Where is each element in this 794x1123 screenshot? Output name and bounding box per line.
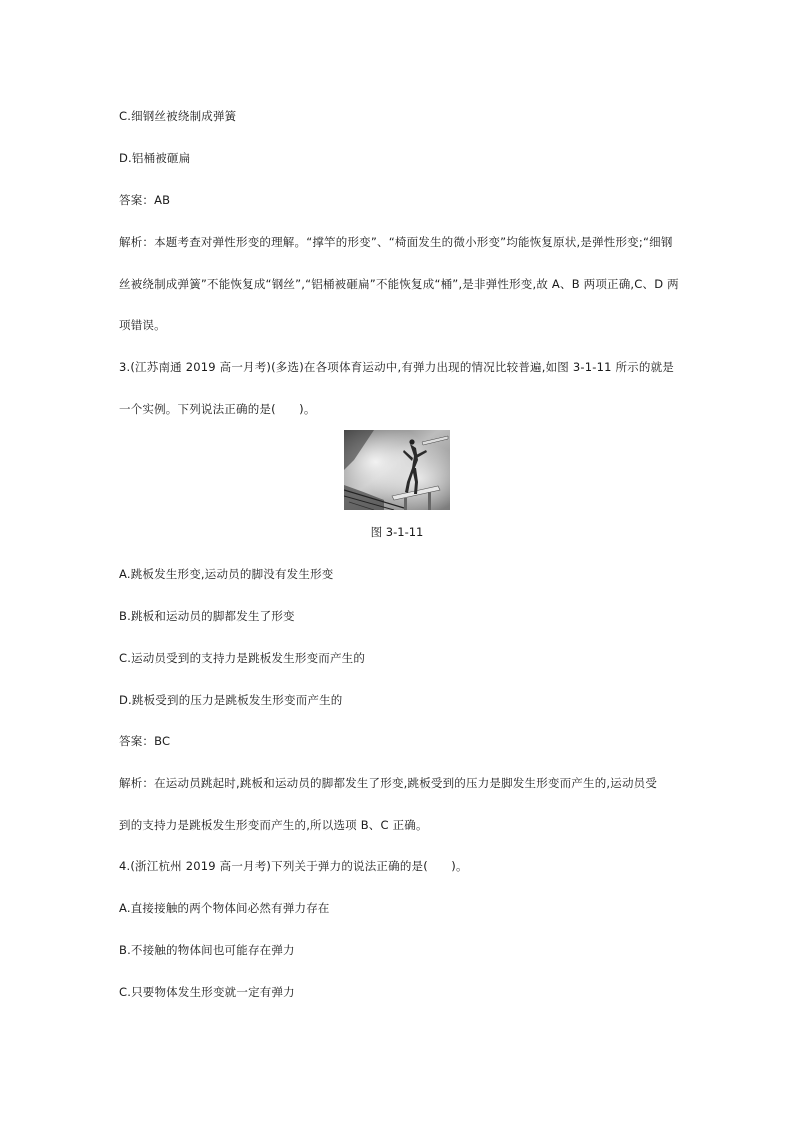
question-4: 4.(浙江杭州 2019 高一月考)下列关于弹力的说法正确的是( )。: [119, 859, 468, 873]
analysis-q2-line2: 丝被绕制成弹簧”不能恢复成“钢丝”,“铝桶被砸扁”不能恢复成“桶”,是非弹性形变,故 A、B 两项正确,C、D 两: [119, 277, 679, 291]
option-c-q4: C.只要物体发生形变就一定有弹力: [119, 985, 295, 999]
question-3-line2: 一个实例。下列说法正确的是( )。: [119, 402, 316, 416]
option-d-q3: D.跳板受到的压力是跳板发生形变而产生的: [119, 693, 343, 707]
option-d-q2: D.铝桶被砸扁: [119, 151, 191, 165]
option-a-q4: A.直接接触的两个物体间必然有弹力存在: [119, 901, 330, 915]
analysis-q3-line2: 到的支持力是跳板发生形变而产生的,所以选项 B、C 正确。: [119, 818, 428, 832]
figure-caption: 图 3-1-11: [370, 525, 424, 539]
option-c-q2: C.细钢丝被绕制成弹簧: [119, 109, 237, 123]
answer-q2: 答案：AB: [119, 193, 171, 207]
diver-photo: [344, 430, 450, 510]
question-3-line1: 3.(江苏南通 2019 高一月考)(多选)在各项体育运动中,有弹力出现的情况比较普遍,如图 3-1-11 所示的就是: [119, 360, 674, 374]
analysis-q2-line3: 项错误。: [119, 318, 166, 332]
analysis-q2-line1: 解析：本题考查对弹性形变的理解。“撑竿的形变”、“椅面发生的微小形变”均能恢复原状,是弹性形变;“细钢: [119, 235, 673, 249]
option-a-q3: A.跳板发生形变,运动员的脚没有发生形变: [119, 567, 334, 581]
analysis-q3-line1: 解析：在运动员跳起时,跳板和运动员的脚都发生了形变,跳板受到的压力是脚发生形变而产生的,运动员受: [119, 776, 658, 790]
option-c-q3: C.运动员受到的支持力是跳板发生形变而产生的: [119, 651, 366, 665]
answer-q3: 答案：BC: [119, 734, 171, 748]
option-b-q4: B.不接触的物体间也可能存在弹力: [119, 943, 295, 957]
option-b-q3: B.跳板和运动员的脚都发生了形变: [119, 609, 295, 623]
